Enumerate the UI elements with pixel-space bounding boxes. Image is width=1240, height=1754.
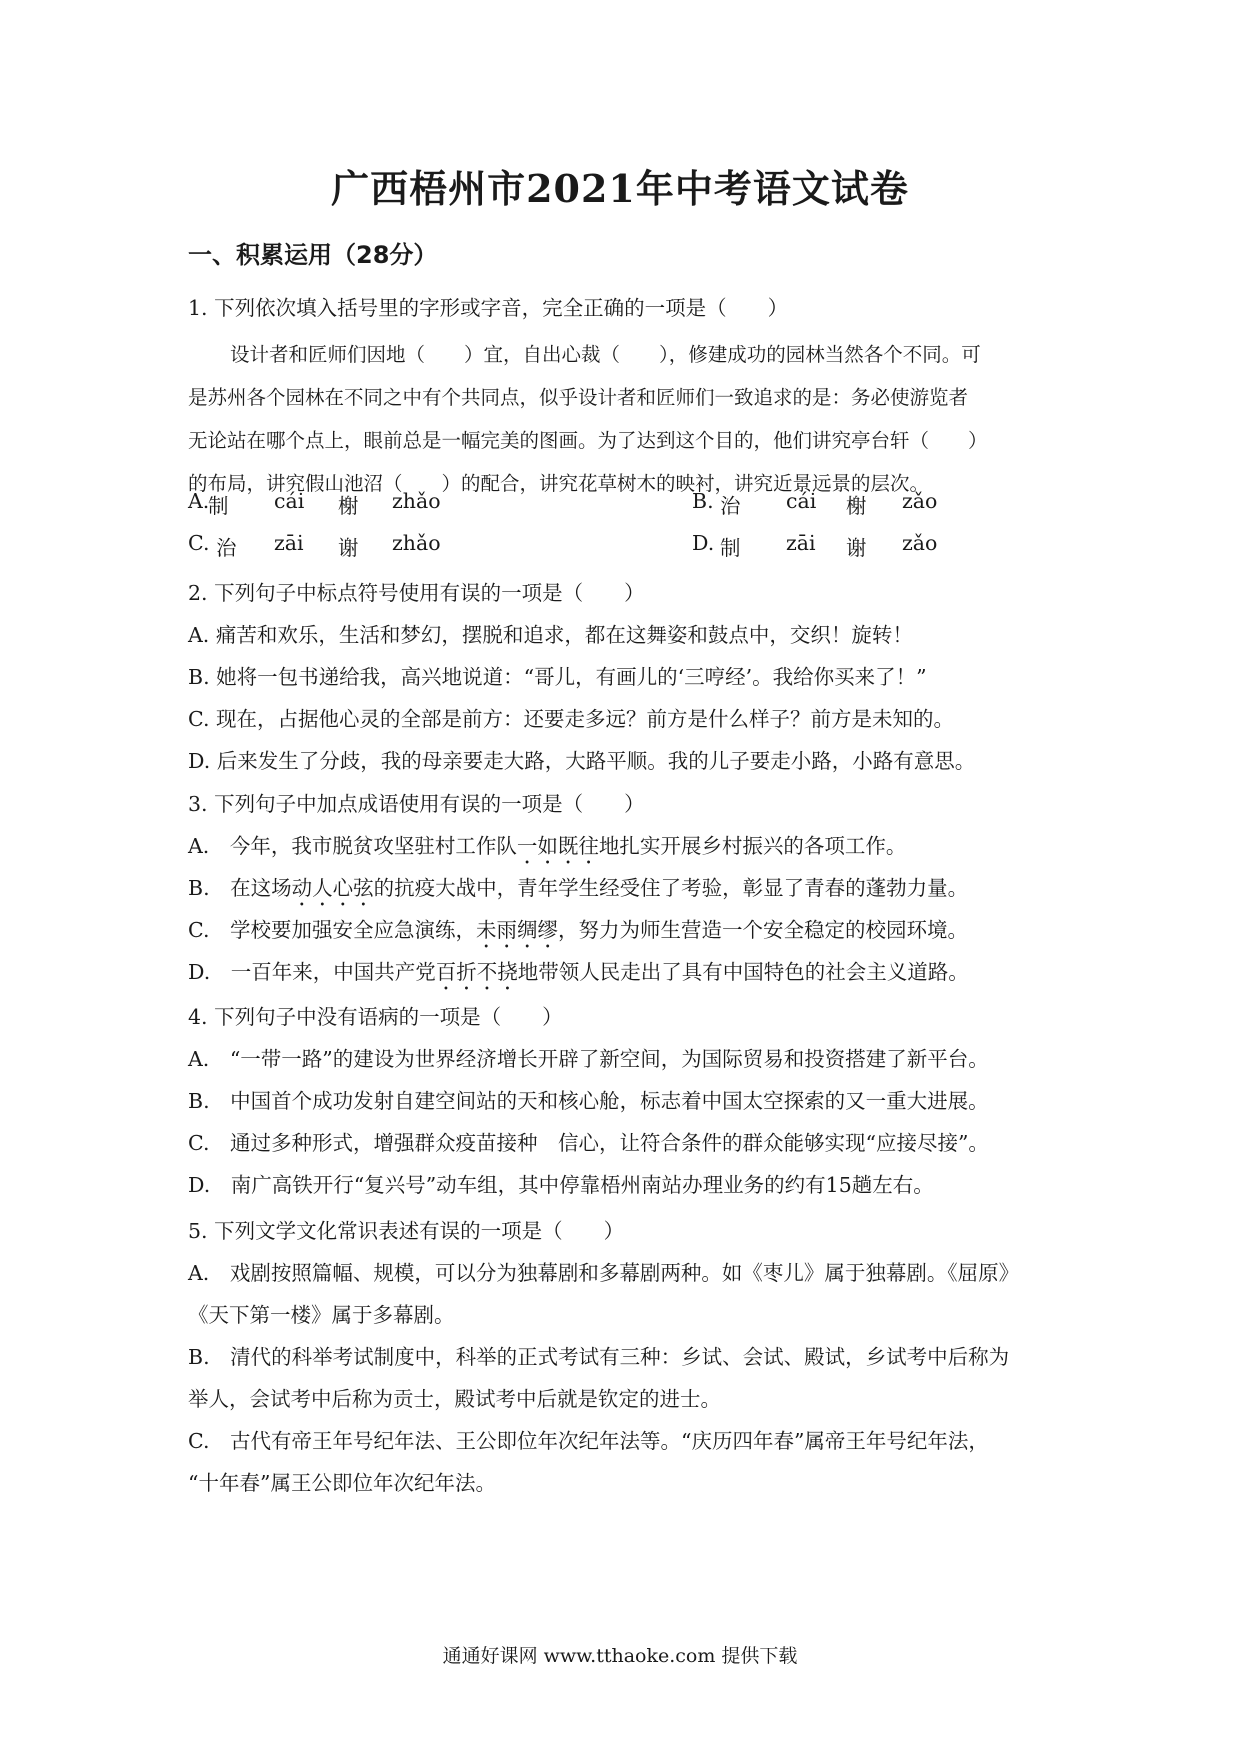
option-text: 的抗疫大战中，青年学生经受住了考验，彰显了青春的蓬勃力量。 xyxy=(373,876,969,900)
question-3-option-b xyxy=(188,871,968,911)
option-text: C. 学校要加强安全应急演练， xyxy=(188,918,476,942)
option-letter: A. xyxy=(188,489,210,513)
option-char: 制 xyxy=(720,536,741,560)
option-pinyin: zǎo xyxy=(902,489,938,513)
question-1-option-b: B. xyxy=(692,489,714,513)
option-char: 谢 xyxy=(338,536,359,560)
question-1-passage-line: 设计者和匠师们因地（ ）宜，自出心裁（ ），修建成功的园林当然各个不同。可 xyxy=(230,343,981,366)
option-text: D. 一百年来，中国共产党 xyxy=(188,960,436,984)
question-4-stem: 4. 下列句子中没有语病的一项是（ ） xyxy=(188,1005,563,1029)
question-3-option-d xyxy=(188,955,969,995)
question-2-option-d: D. 后来发生了分歧，我的母亲要走大路，大路平顺。我的儿子要走小路，小路有意思。 xyxy=(188,749,976,773)
option-text: 地带领人民走出了具有中国特色的社会主义道路。 xyxy=(517,960,969,984)
question-4-option-c: C. 通过多种形式，增强群众疫苗接种 信心，让符合条件的群众能够实现“应接尽接”。 xyxy=(188,1131,989,1155)
question-2-option-a: A. 痛苦和欢乐，生活和梦幻，摆脱和追求，都在这舞姿和鼓点中，交织！旋转！ xyxy=(188,623,913,647)
option-text: 地扎实开展乡村振兴的各项工作。 xyxy=(598,834,907,858)
question-4-option-d: D. 南广高铁开行“复兴号”动车组，其中停靠梧州南站办理业务的约有15趟左右。 xyxy=(188,1173,934,1197)
option-pinyin: zhǎo xyxy=(392,531,441,555)
option-char: 榭 xyxy=(846,494,867,518)
question-5-line: 举人，会试考中后称为贡士，殿试考中后就是钦定的进士。 xyxy=(188,1387,721,1411)
question-5-line: B. 清代的科举考试制度中，科举的正式考试有三种：乡试、会试、殿试，乡试考中后称为 xyxy=(188,1345,1010,1369)
question-1-stem: 1. 下列依次填入括号里的字形或字音，完全正确的一项是（ ） xyxy=(188,296,789,320)
question-1-passage-line: 无论站在哪个点上，眼前总是一幅完美的图画。为了达到这个目的，他们讲究亭台轩（ ） xyxy=(188,429,988,452)
question-5-line: 《天下第一楼》属于多幕剧。 xyxy=(188,1303,455,1327)
question-3-option-a xyxy=(188,829,906,869)
exam-title: 广西梧州市2021年中考语文试卷 xyxy=(331,166,909,211)
question-5-line: A. 戏剧按照篇幅、规模，可以分为独幕剧和多幕剧两种。如《枣儿》属于独幕剧。《屈原》 xyxy=(188,1261,1020,1285)
option-pinyin: zāi xyxy=(274,531,304,555)
dotted-idiom: 未雨绸缪 xyxy=(475,918,558,942)
question-5-line: C. 古代有帝王年号纪年法、王公即位年次纪年法等。“庆历四年春”属帝王年号纪年法， xyxy=(188,1429,989,1453)
option-char: 制 xyxy=(208,494,229,518)
question-5-line: “十年春”属王公即位年次纪年法。 xyxy=(188,1471,496,1495)
dotted-idiom: 一如既往 xyxy=(516,834,599,858)
dotted-idiom: 动人心弦 xyxy=(291,876,374,900)
question-2-option-c: C. 现在，占据他心灵的全部是前方：还要走多远？前方是什么样子？前方是未知的。 xyxy=(188,707,954,731)
question-1-option-c: C. xyxy=(188,531,210,555)
question-1-option-d: D. xyxy=(692,531,715,555)
option-pinyin: cái xyxy=(274,489,305,513)
option-text: A. 今年，我市脱贫攻坚驻村工作队 xyxy=(188,834,517,858)
question-2-stem: 2. 下列句子中标点符号使用有误的一项是（ ） xyxy=(188,581,645,605)
question-3-option-c xyxy=(188,913,968,953)
question-4-option-a: A. “一带一路”的建设为世界经济增长开辟了新空间，为国际贸易和投资搭建了新平台。 xyxy=(188,1047,989,1071)
page-footer: 通通好课网 www.tthaoke.com 提供下载 xyxy=(442,1645,798,1667)
section-heading: 一、积累运用（28分） xyxy=(188,241,438,269)
dotted-idiom: 百折不挠 xyxy=(435,960,518,984)
option-text: ，努力为师生营造一个安全稳定的校园环境。 xyxy=(557,918,968,942)
option-char: 榭 xyxy=(338,494,359,518)
option-pinyin: zāi xyxy=(786,531,816,555)
option-char: 治 xyxy=(216,536,237,560)
question-3-stem: 3. 下列句子中加点成语使用有误的一项是（ ） xyxy=(188,792,645,816)
question-4-option-b: B. 中国首个成功发射自建空间站的天和核心舱，标志着中国太空探索的又一重大进展。 xyxy=(188,1089,989,1113)
option-pinyin: cái xyxy=(786,489,817,513)
option-pinyin: zhǎo xyxy=(392,489,441,513)
option-char: 谢 xyxy=(846,536,867,560)
question-5-stem: 5. 下列文学文化常识表述有误的一项是（ ） xyxy=(188,1219,625,1243)
option-pinyin: zǎo xyxy=(902,531,938,555)
option-char: 治 xyxy=(720,494,741,518)
option-text: B. 在这场 xyxy=(188,876,292,900)
question-1-passage-line: 是苏州各个园林在不同之中有个共同点，似乎设计者和匠师们一致追求的是：务必使游览者 xyxy=(188,386,969,409)
question-2-option-b: B. 她将一包书递给我，高兴地说道：“哥儿，有画儿的‘三哼经’。我给你买来了！” xyxy=(188,665,927,689)
question-1-passage-line: 的布局，讲究假山池沼（ ）的配合，讲究花草树木的映衬，讲究近景远景的层次。 xyxy=(188,472,930,495)
